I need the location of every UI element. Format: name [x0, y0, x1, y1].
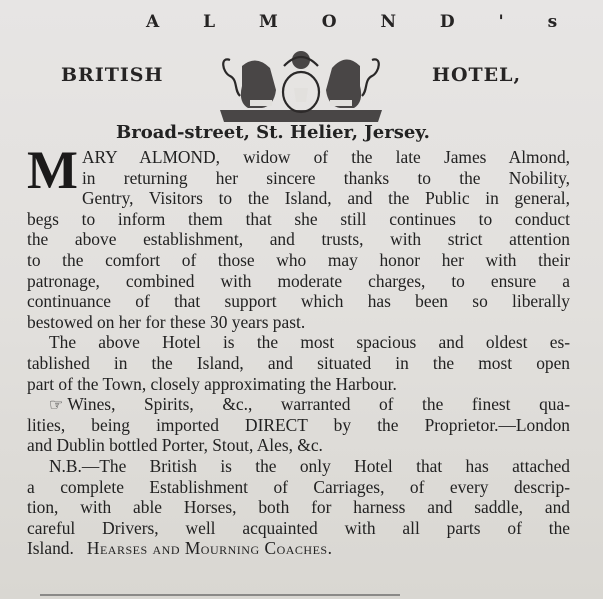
text-span: Wines, Spirits, &c., warranted of the finest qua-	[67, 394, 570, 415]
text-line: part of the Town, closely approximating the Harbour.	[27, 373, 397, 394]
hearses-coaches-text: Hearses and Mourning Coaches.	[86, 538, 333, 559]
text-line: tablished in the Island, and situated in the most open	[27, 352, 570, 373]
title-left-word: BRITISH	[61, 64, 164, 86]
text-line: the above establishment, and trusts, with strict attention	[27, 229, 570, 250]
text-line: N.B.—The British is the only Hotel that has attached	[49, 455, 570, 476]
text-line: patronage, combined with moderate charges, to ensure a	[27, 270, 570, 291]
text-line: to the comfort of those who may honor her with their	[27, 249, 570, 270]
text-line: and Dublin bottled Porter, Stout, Ales, &c.	[27, 435, 323, 456]
text-line: a complete Establishment of Carriages, of every descrip-	[27, 476, 570, 497]
pointing-hand-icon: ☞	[49, 397, 64, 415]
text-span: Island.	[27, 538, 74, 559]
paragraph-carriages	[27, 456, 570, 559]
text-line: The above Hotel is the most spacious and oldest es-	[49, 332, 570, 353]
text-line: begs to inform them that she still continues to conduct	[27, 208, 570, 229]
address: Broad-street, St. Helier, Jersey.	[116, 122, 430, 143]
paragraph-hotel-description	[27, 332, 570, 394]
text-line: in returning her sincere thanks to the Nobility,	[81, 167, 570, 188]
paragraph-wines	[27, 394, 570, 456]
advert-title: A L M O N D ' s	[146, 12, 577, 32]
text-line: tion, with able Horses, both for harness and saddle, and	[27, 497, 570, 518]
coat-of-arms-icon	[212, 46, 390, 126]
text-line: bestowed on her for these 30 years past.	[27, 311, 306, 332]
paragraph-intro	[27, 140, 570, 332]
text-line: Gentry, Visitors to the Island, and the Public in general,	[81, 188, 570, 209]
text-line: continuance of that support which has been so liberally	[27, 291, 570, 312]
drop-cap: M	[27, 140, 78, 200]
text-line: ARY ALMOND, widow of the late James Almond,	[81, 147, 570, 167]
advert-body	[27, 140, 570, 559]
text-line	[27, 538, 570, 559]
text-line: careful Drivers, well acquainted with all parts of the	[27, 517, 570, 538]
divider-rule	[40, 594, 400, 596]
title-right-word: HOTEL,	[432, 64, 522, 86]
text-line: lities, being imported DIRECT by the Proprietor.—London	[27, 414, 570, 435]
text-line	[27, 394, 570, 415]
